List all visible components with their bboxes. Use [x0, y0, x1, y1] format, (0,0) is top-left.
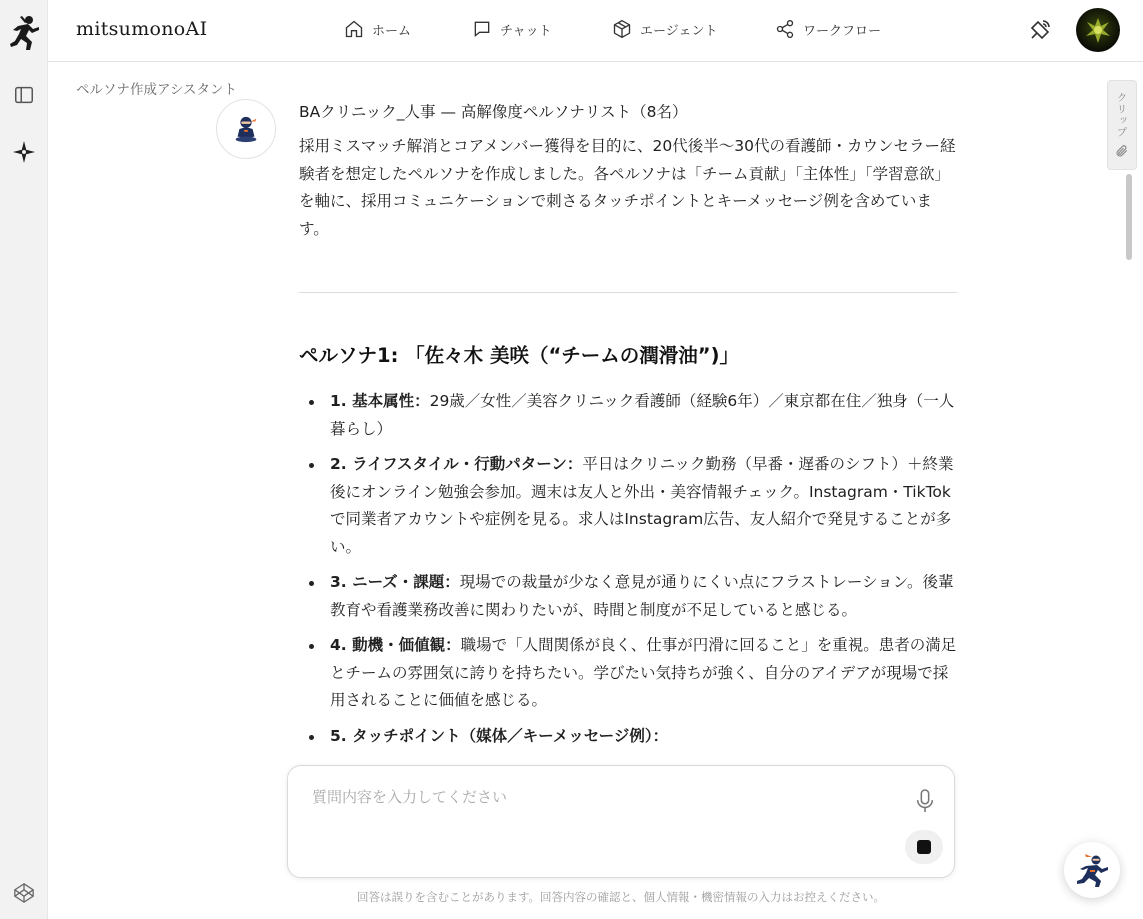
ninja-runner-icon	[1074, 852, 1110, 888]
item-text: 現場での裁量が少なく意見が通りにくい点にフラストレーション。後輩教育や看護業務改善に関わりたいが、時間と制度が不足していると感じる。	[330, 573, 954, 619]
assistant-fab-button[interactable]	[1064, 842, 1120, 898]
list-item	[299, 569, 959, 624]
clip-label: クリップ	[1115, 92, 1128, 138]
item-label: 4. 動機・価値観：	[330, 636, 461, 654]
runner-logo-icon[interactable]	[8, 14, 40, 52]
ninja-meditating-icon	[231, 114, 261, 144]
chat-icon	[472, 19, 492, 39]
assistant-message	[299, 101, 959, 758]
item-text: 29歳／女性／美容クリニック看護師（経験6年）／東京都在住／独身（一人暮らし）	[330, 392, 955, 438]
brand-name[interactable]: mitsumonoAI	[76, 18, 208, 40]
microphone-icon[interactable]	[914, 788, 936, 814]
nav-agent[interactable]	[612, 19, 717, 39]
message-title: BAクリニック_人事 — 高解像度ペルソナリスト（8名）	[299, 103, 688, 121]
list-item	[299, 388, 959, 443]
message-intro: 採用ミスマッチ解消とコアメンバー獲得を目的に、20代後半〜30代の看護師・カウンセラー経験者を想定したペルソナを作成しました。各ペルソナは「チーム貢献」「主体性」「学習意欲」を軸に、採用コミュニケーションで刺さるタッチポイントとキーメッセージ例を含めています。	[299, 137, 956, 238]
nav-home[interactable]	[344, 19, 411, 39]
item-label: 1. 基本属性：	[330, 392, 430, 410]
item-text: 職場で「人間関係が良く、仕事が円滑に回ること」を重視。患者の満足とチームの雰囲気に誇りを持ちたい。学びたい気持ちが強く、自分のアイデアが現場で採用されることに価値を感じる。	[330, 636, 957, 709]
share-nodes-icon	[775, 19, 795, 39]
item-label: 3. ニーズ・課題：	[330, 573, 460, 591]
divider	[299, 292, 957, 293]
nav-workflow[interactable]	[775, 19, 881, 39]
nav-workflow-label: ワークフロー	[803, 23, 882, 39]
list-item	[299, 632, 959, 715]
item-text: 平日はクリニック勤務（早番・遅番のシフト）＋終業後にオンライン勉強会参加。週末は友人と外出・美容情報チェック。Instagram・TikTokで同業者アカウントや症例を見る。求人はInstagram広告、友人紹介で発見することが多い。	[330, 455, 954, 556]
scrollbar-thumb[interactable]	[1126, 174, 1132, 260]
stop-icon	[917, 840, 931, 854]
chat-input-box	[287, 765, 955, 878]
assistant-avatar	[216, 99, 276, 159]
persona-heading: ペルソナ1: 「佐々木 美咲（“チームの潤滑油”)」	[299, 344, 739, 367]
stop-button[interactable]	[905, 830, 943, 864]
home-icon	[344, 19, 364, 39]
item-label: 2. ライフスタイル・行動パターン：	[330, 455, 583, 473]
nav-chat[interactable]	[472, 19, 552, 39]
list-item	[299, 723, 959, 751]
assistant-name: ペルソナ作成アシスタント	[76, 82, 238, 98]
satellite-icon[interactable]	[1028, 18, 1052, 42]
left-rail	[0, 0, 48, 919]
nav-agent-label: エージェント	[640, 23, 718, 39]
item-label: 5. タッチポイント（媒体／キーメッセージ例）：	[330, 726, 669, 745]
question-input[interactable]	[312, 786, 872, 826]
codepen-cube-icon[interactable]	[11, 880, 37, 906]
sparkle-icon[interactable]	[11, 139, 37, 165]
cube-icon	[612, 19, 632, 39]
nav-chat-label: チャット	[500, 23, 552, 39]
top-header	[48, 0, 1143, 62]
list-item	[299, 451, 959, 561]
nav-home-label: ホーム	[372, 23, 412, 39]
sidebar-toggle-icon[interactable]	[11, 82, 37, 108]
disclaimer: 回答は誤りを含むことがあります。回答内容の確認と、個人情報・機密情報の入力はお控えください。	[356, 890, 886, 904]
scrollbar[interactable]	[1124, 172, 1134, 762]
paperclip-icon	[1115, 144, 1129, 158]
clip-tab[interactable]	[1107, 80, 1137, 170]
user-avatar[interactable]	[1076, 8, 1120, 52]
persona-attribute-list	[299, 388, 959, 750]
